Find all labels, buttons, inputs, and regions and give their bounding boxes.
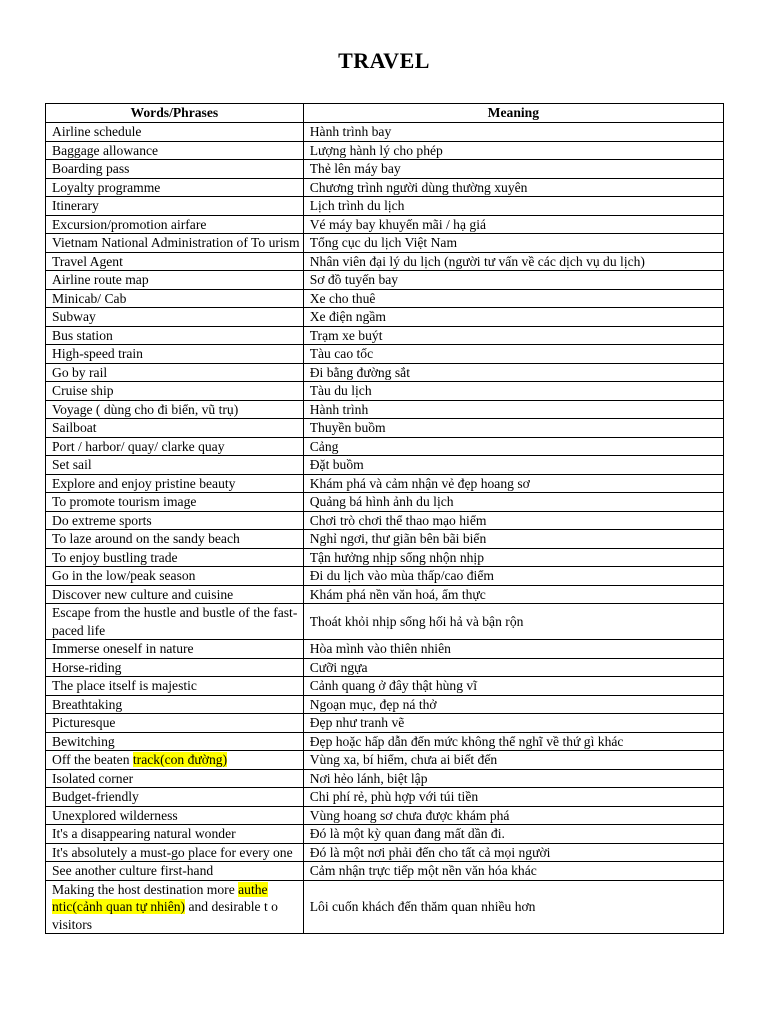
word-text: and desirable t o visitors (52, 899, 278, 932)
word-cell: Boarding pass (46, 160, 304, 179)
table-row (46, 585, 724, 604)
table-row (46, 695, 724, 714)
word-cell: High-speed train (46, 345, 304, 364)
table-row (46, 160, 724, 179)
meaning-cell: Xe điện ngầm (303, 308, 723, 327)
meaning-cell: Nghỉ ngơi, thư giãn bên bãi biển (303, 530, 723, 549)
table-row (46, 456, 724, 475)
column-header-meaning: Meaning (303, 104, 723, 123)
word-cell: To promote tourism image (46, 493, 304, 512)
meaning-cell: Đi bằng đường sắt (303, 363, 723, 382)
table-row (46, 437, 724, 456)
meaning-cell: Lượng hành lý cho phép (303, 141, 723, 160)
column-header-words: Words/Phrases (46, 104, 304, 123)
table-row (46, 141, 724, 160)
word-cell: Travel Agent (46, 252, 304, 271)
table-row (46, 215, 724, 234)
word-cell: Itinerary (46, 197, 304, 216)
word-cell: Breathtaking (46, 695, 304, 714)
word-cell: Airline route map (46, 271, 304, 290)
table-row (46, 382, 724, 401)
meaning-cell: Nơi hẻo lánh, biệt lập (303, 769, 723, 788)
meaning-cell: Đó là một nơi phải đến cho tất cả mọi người (303, 843, 723, 862)
table-row (46, 419, 724, 438)
table-row (46, 825, 724, 844)
word-cell: Bus station (46, 326, 304, 345)
meaning-cell: Thuyền buồm (303, 419, 723, 438)
meaning-cell: Tàu du lịch (303, 382, 723, 401)
meaning-cell: Đó là một kỳ quan đang mất dần đi. (303, 825, 723, 844)
word-cell: Bewitching (46, 732, 304, 751)
meaning-cell: Vé máy bay khuyến mãi / hạ giá (303, 215, 723, 234)
highlighted-text: authe ntic(cảnh quan tự nhiên) (52, 881, 268, 914)
table-row (46, 714, 724, 733)
word-cell: Go in the low/peak season (46, 567, 304, 586)
meaning-cell: Tận hưởng nhịp sống nhộn nhịp (303, 548, 723, 567)
word-text: Off the beaten (52, 752, 133, 767)
table-row (46, 234, 724, 253)
meaning-cell: Đi du lịch vào mùa thấp/cao điểm (303, 567, 723, 586)
table-row (46, 751, 724, 770)
meaning-cell: Tàu cao tốc (303, 345, 723, 364)
table-row (46, 788, 724, 807)
word-cell: Do extreme sports (46, 511, 304, 530)
word-cell (46, 751, 304, 770)
table-row (46, 197, 724, 216)
vocabulary-table (45, 103, 724, 934)
table-row (46, 677, 724, 696)
word-cell: Sailboat (46, 419, 304, 438)
meaning-cell: Trạm xe buýt (303, 326, 723, 345)
table-row (46, 567, 724, 586)
meaning-cell: Hòa mình vào thiên nhiên (303, 640, 723, 659)
word-cell: Isolated corner (46, 769, 304, 788)
table-row (46, 732, 724, 751)
table-row (46, 530, 724, 549)
word-cell: Port / harbor/ quay/ clarke quay (46, 437, 304, 456)
table-row (46, 474, 724, 493)
meaning-cell: Khám phá và cảm nhận vẻ đẹp hoang sơ (303, 474, 723, 493)
table-row (46, 400, 724, 419)
table-row (46, 252, 724, 271)
table-row (46, 326, 724, 345)
word-cell: To enjoy bustling trade (46, 548, 304, 567)
word-cell: Airline schedule (46, 123, 304, 142)
table-row (46, 178, 724, 197)
word-cell: Picturesque (46, 714, 304, 733)
meaning-cell: Thẻ lên máy bay (303, 160, 723, 179)
meaning-cell: Tổng cục du lịch Việt Nam (303, 234, 723, 253)
meaning-cell: Lịch trình du lịch (303, 197, 723, 216)
table-row (46, 511, 724, 530)
table-row (46, 548, 724, 567)
meaning-cell: Sơ đồ tuyến bay (303, 271, 723, 290)
table-row (46, 123, 724, 142)
table-row (46, 345, 724, 364)
meaning-cell: Lôi cuốn khách đến thăm quan nhiều hơn (303, 880, 723, 934)
word-cell: Go by rail (46, 363, 304, 382)
meaning-cell: Vùng hoang sơ chưa được khám phá (303, 806, 723, 825)
meaning-cell: Quảng bá hình ảnh du lịch (303, 493, 723, 512)
page-title: TRAVEL (338, 48, 430, 73)
meaning-cell: Thoát khỏi nhịp sống hối hả và bận rộn (303, 604, 723, 640)
word-cell: Escape from the hustle and bustle of the fast-paced life (46, 604, 304, 640)
word-cell: Unexplored wilderness (46, 806, 304, 825)
meaning-cell: Chi phí rẻ, phù hợp với túi tiền (303, 788, 723, 807)
word-cell: Voyage ( dùng cho đi biển, vũ trụ) (46, 400, 304, 419)
word-cell: Explore and enjoy pristine beauty (46, 474, 304, 493)
word-cell: Minicab/ Cab (46, 289, 304, 308)
word-cell: It's a disappearing natural wonder (46, 825, 304, 844)
meaning-cell: Hành trình bay (303, 123, 723, 142)
word-cell (46, 880, 304, 934)
table-row (46, 271, 724, 290)
table-row (46, 658, 724, 677)
word-cell: Cruise ship (46, 382, 304, 401)
meaning-cell: Khám phá nền văn hoá, ẩm thực (303, 585, 723, 604)
word-cell: Baggage allowance (46, 141, 304, 160)
table-row (46, 843, 724, 862)
meaning-cell: Ngoạn mục, đẹp ná thở (303, 695, 723, 714)
meaning-cell: Cảm nhận trực tiếp một nền văn hóa khác (303, 862, 723, 881)
meaning-cell: Đẹp hoặc hấp dẫn đến mức không thể nghĩ về thứ gì khác (303, 732, 723, 751)
word-cell: Loyalty programme (46, 178, 304, 197)
table-row (46, 604, 724, 640)
word-cell: Excursion/promotion airfare (46, 215, 304, 234)
word-cell: Budget-friendly (46, 788, 304, 807)
word-text: Making the host destination more (52, 881, 239, 897)
meaning-cell: Đẹp như tranh vẽ (303, 714, 723, 733)
meaning-cell: Nhân viên đại lý du lịch (người tư vấn về các dịch vụ du lịch) (303, 252, 723, 271)
word-cell: To laze around on the sandy beach (46, 530, 304, 549)
highlighted-text: track(con đường) (132, 752, 228, 767)
table-row (46, 880, 724, 934)
meaning-cell: Đặt buồm (303, 456, 723, 475)
meaning-cell: Chơi trò chơi thể thao mạo hiểm (303, 511, 723, 530)
meaning-cell: Cảnh quang ở đây thật hùng vĩ (303, 677, 723, 696)
word-cell: Discover new culture and cuisine (46, 585, 304, 604)
word-cell: Vietnam National Administration of To urism (46, 234, 304, 253)
word-cell: Horse-riding (46, 658, 304, 677)
word-cell: Set sail (46, 456, 304, 475)
table-header-row (46, 104, 724, 123)
table-row (46, 862, 724, 881)
meaning-cell: Hành trình (303, 400, 723, 419)
table-row (46, 289, 724, 308)
word-cell: The place itself is majestic (46, 677, 304, 696)
word-cell: Subway (46, 308, 304, 327)
table-row (46, 308, 724, 327)
table-row (46, 640, 724, 659)
word-cell: Immerse oneself in nature (46, 640, 304, 659)
word-cell: See another culture first-hand (46, 862, 304, 881)
table-row (46, 363, 724, 382)
meaning-cell: Xe cho thuê (303, 289, 723, 308)
table-row (46, 769, 724, 788)
meaning-cell: Vùng xa, bí hiểm, chưa ai biết đến (303, 751, 723, 770)
meaning-cell: Chương trình người dùng thường xuyên (303, 178, 723, 197)
table-row (46, 493, 724, 512)
table-row (46, 806, 724, 825)
meaning-cell: Cưỡi ngựa (303, 658, 723, 677)
word-cell: It's absolutely a must-go place for every one (46, 843, 304, 862)
meaning-cell: Cảng (303, 437, 723, 456)
